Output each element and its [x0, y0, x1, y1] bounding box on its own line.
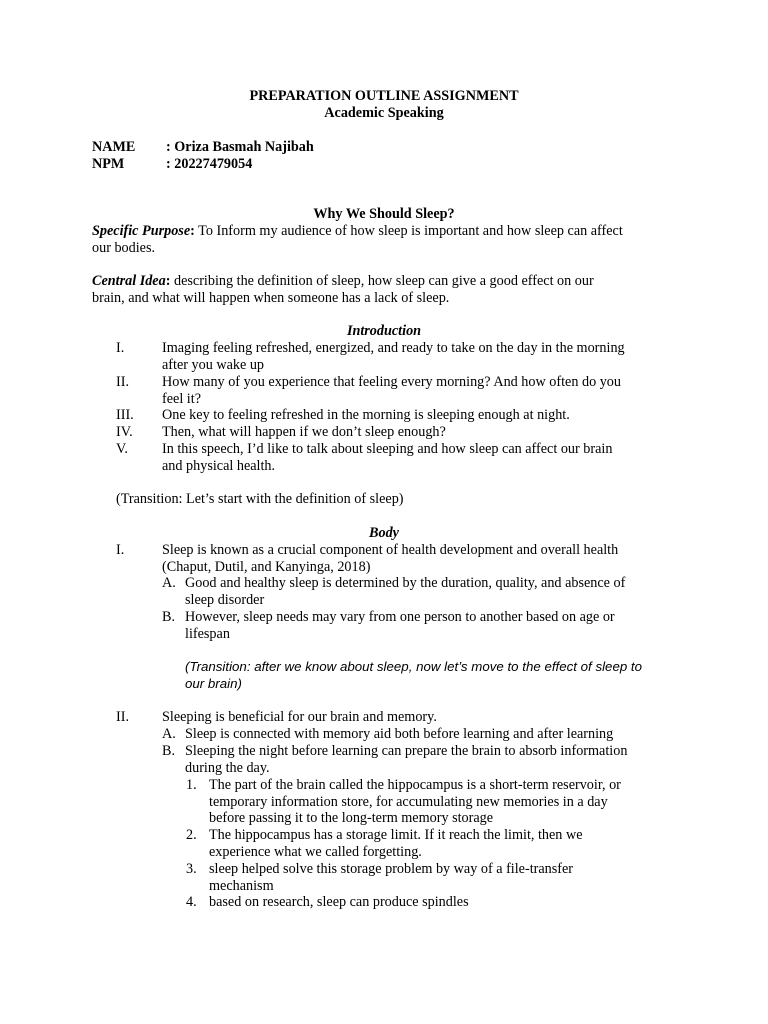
body-sub-text: sleep disorder [185, 592, 265, 608]
intro-item-text: One key to feeling refreshed in the morning is sleeping enough at night. [162, 407, 570, 423]
numbered-item-text: sleep helped solve this storage problem by way of a file-transfer [209, 861, 574, 877]
body-heading: Body [369, 525, 399, 541]
body-sub-text: Sleep is connected with memory aid both before learning and after learning [185, 726, 614, 742]
numbered-item-text: before passing it to the long-term memory storage [209, 810, 494, 826]
speech-title: Why We Should Sleep? [313, 206, 455, 222]
body-sub-num: A. [162, 726, 176, 742]
body-sub-text: lifespan [185, 626, 230, 642]
central-idea-text-2: brain, and what will happen when someone has a lack of sleep. [92, 290, 450, 306]
numbered-item-text: temporary information store, for accumulating new memories in a day [209, 794, 608, 810]
intro-transition: (Transition: Let’s start with the definition of sleep) [116, 491, 404, 507]
intro-item-text: feel it? [162, 391, 201, 407]
numbered-item-text: The hippocampus has a storage limit. If it reach the limit, then we [209, 827, 583, 843]
intro-item-text: How many of you experience that feeling every morning? And how often do you [162, 374, 621, 390]
numbered-item-num: 1. [186, 777, 197, 793]
name-value: : Oriza Basmah Najibah [166, 139, 314, 155]
npm-label: NPM [92, 156, 125, 172]
intro-item-text: Imaging feeling refreshed, energized, and ready to take on the day in the morning [162, 340, 625, 356]
specific-purpose-text-2: our bodies. [92, 240, 156, 256]
intro-item-text: after you wake up [162, 357, 265, 373]
npm-value: : 20227479054 [166, 156, 253, 172]
body-sub-text: Good and healthy sleep is determined by the duration, quality, and absence of [185, 575, 626, 591]
body-sub-num: B. [162, 609, 176, 625]
assignment-subtitle: Academic Speaking [324, 105, 444, 121]
numbered-item-text: experience what we called forgetting. [209, 844, 422, 860]
intro-item-text: and physical health. [162, 458, 276, 474]
numbered-item-num: 4. [186, 894, 197, 910]
assignment-title: PREPARATION OUTLINE ASSIGNMENT [249, 88, 519, 104]
specific-purpose [92, 223, 623, 240]
central-idea-text: describing the definition of sleep, how sleep can give a good effect on our [170, 273, 594, 289]
numbered-item-text: based on research, sleep can produce spindles [209, 894, 469, 910]
body-point-num: I. [116, 542, 125, 558]
body-transition: (Transition: after we know about sleep, now let’s move to the effect of sleep to [185, 659, 643, 674]
intro-item-num: I. [116, 340, 125, 356]
body-point-text: (Chaput, Dutil, and Kanyinga, 2018) [162, 559, 371, 575]
numbered-item-text: The part of the brain called the hippocampus is a short-term reservoir, or [209, 777, 621, 793]
body-point-text: Sleeping is beneficial for our brain and memory. [162, 709, 437, 725]
body-transition: our brain) [185, 676, 242, 691]
specific-purpose-text: To Inform my audience of how sleep is important and how sleep can affect [194, 223, 623, 239]
numbered-item-num: 2. [186, 827, 197, 843]
intro-item-text: In this speech, I’d like to talk about sleeping and how sleep can affect our brain [162, 441, 613, 457]
name-label: NAME [92, 139, 136, 155]
body-sub-text: during the day. [185, 760, 270, 776]
body-point-num: II. [116, 709, 129, 725]
intro-item-num: II. [116, 374, 129, 390]
body-sub-num: A. [162, 575, 176, 591]
body-sub-text: However, sleep needs may vary from one person to another based on age or [185, 609, 615, 625]
body-point-text: Sleep is known as a crucial component of health development and overall health [162, 542, 619, 558]
central-idea-label: Central Idea [92, 273, 166, 289]
intro-item-num: V. [116, 441, 128, 457]
body-sub-text: Sleeping the night before learning can prepare the brain to absorb information [185, 743, 628, 759]
central-idea [92, 273, 594, 290]
specific-purpose-label: Specific Purpose [92, 223, 191, 239]
introduction-heading: Introduction [346, 323, 422, 339]
intro-item-text: Then, what will happen if we don’t sleep enough? [162, 424, 446, 440]
numbered-item-text: mechanism [209, 878, 274, 894]
intro-item-num: IV. [116, 424, 133, 440]
central-idea-colon: : [165, 273, 171, 289]
numbered-item-num: 3. [186, 861, 197, 877]
body-sub-num: B. [162, 743, 176, 759]
intro-item-num: III. [116, 407, 134, 423]
specific-purpose-colon: : [190, 223, 195, 239]
